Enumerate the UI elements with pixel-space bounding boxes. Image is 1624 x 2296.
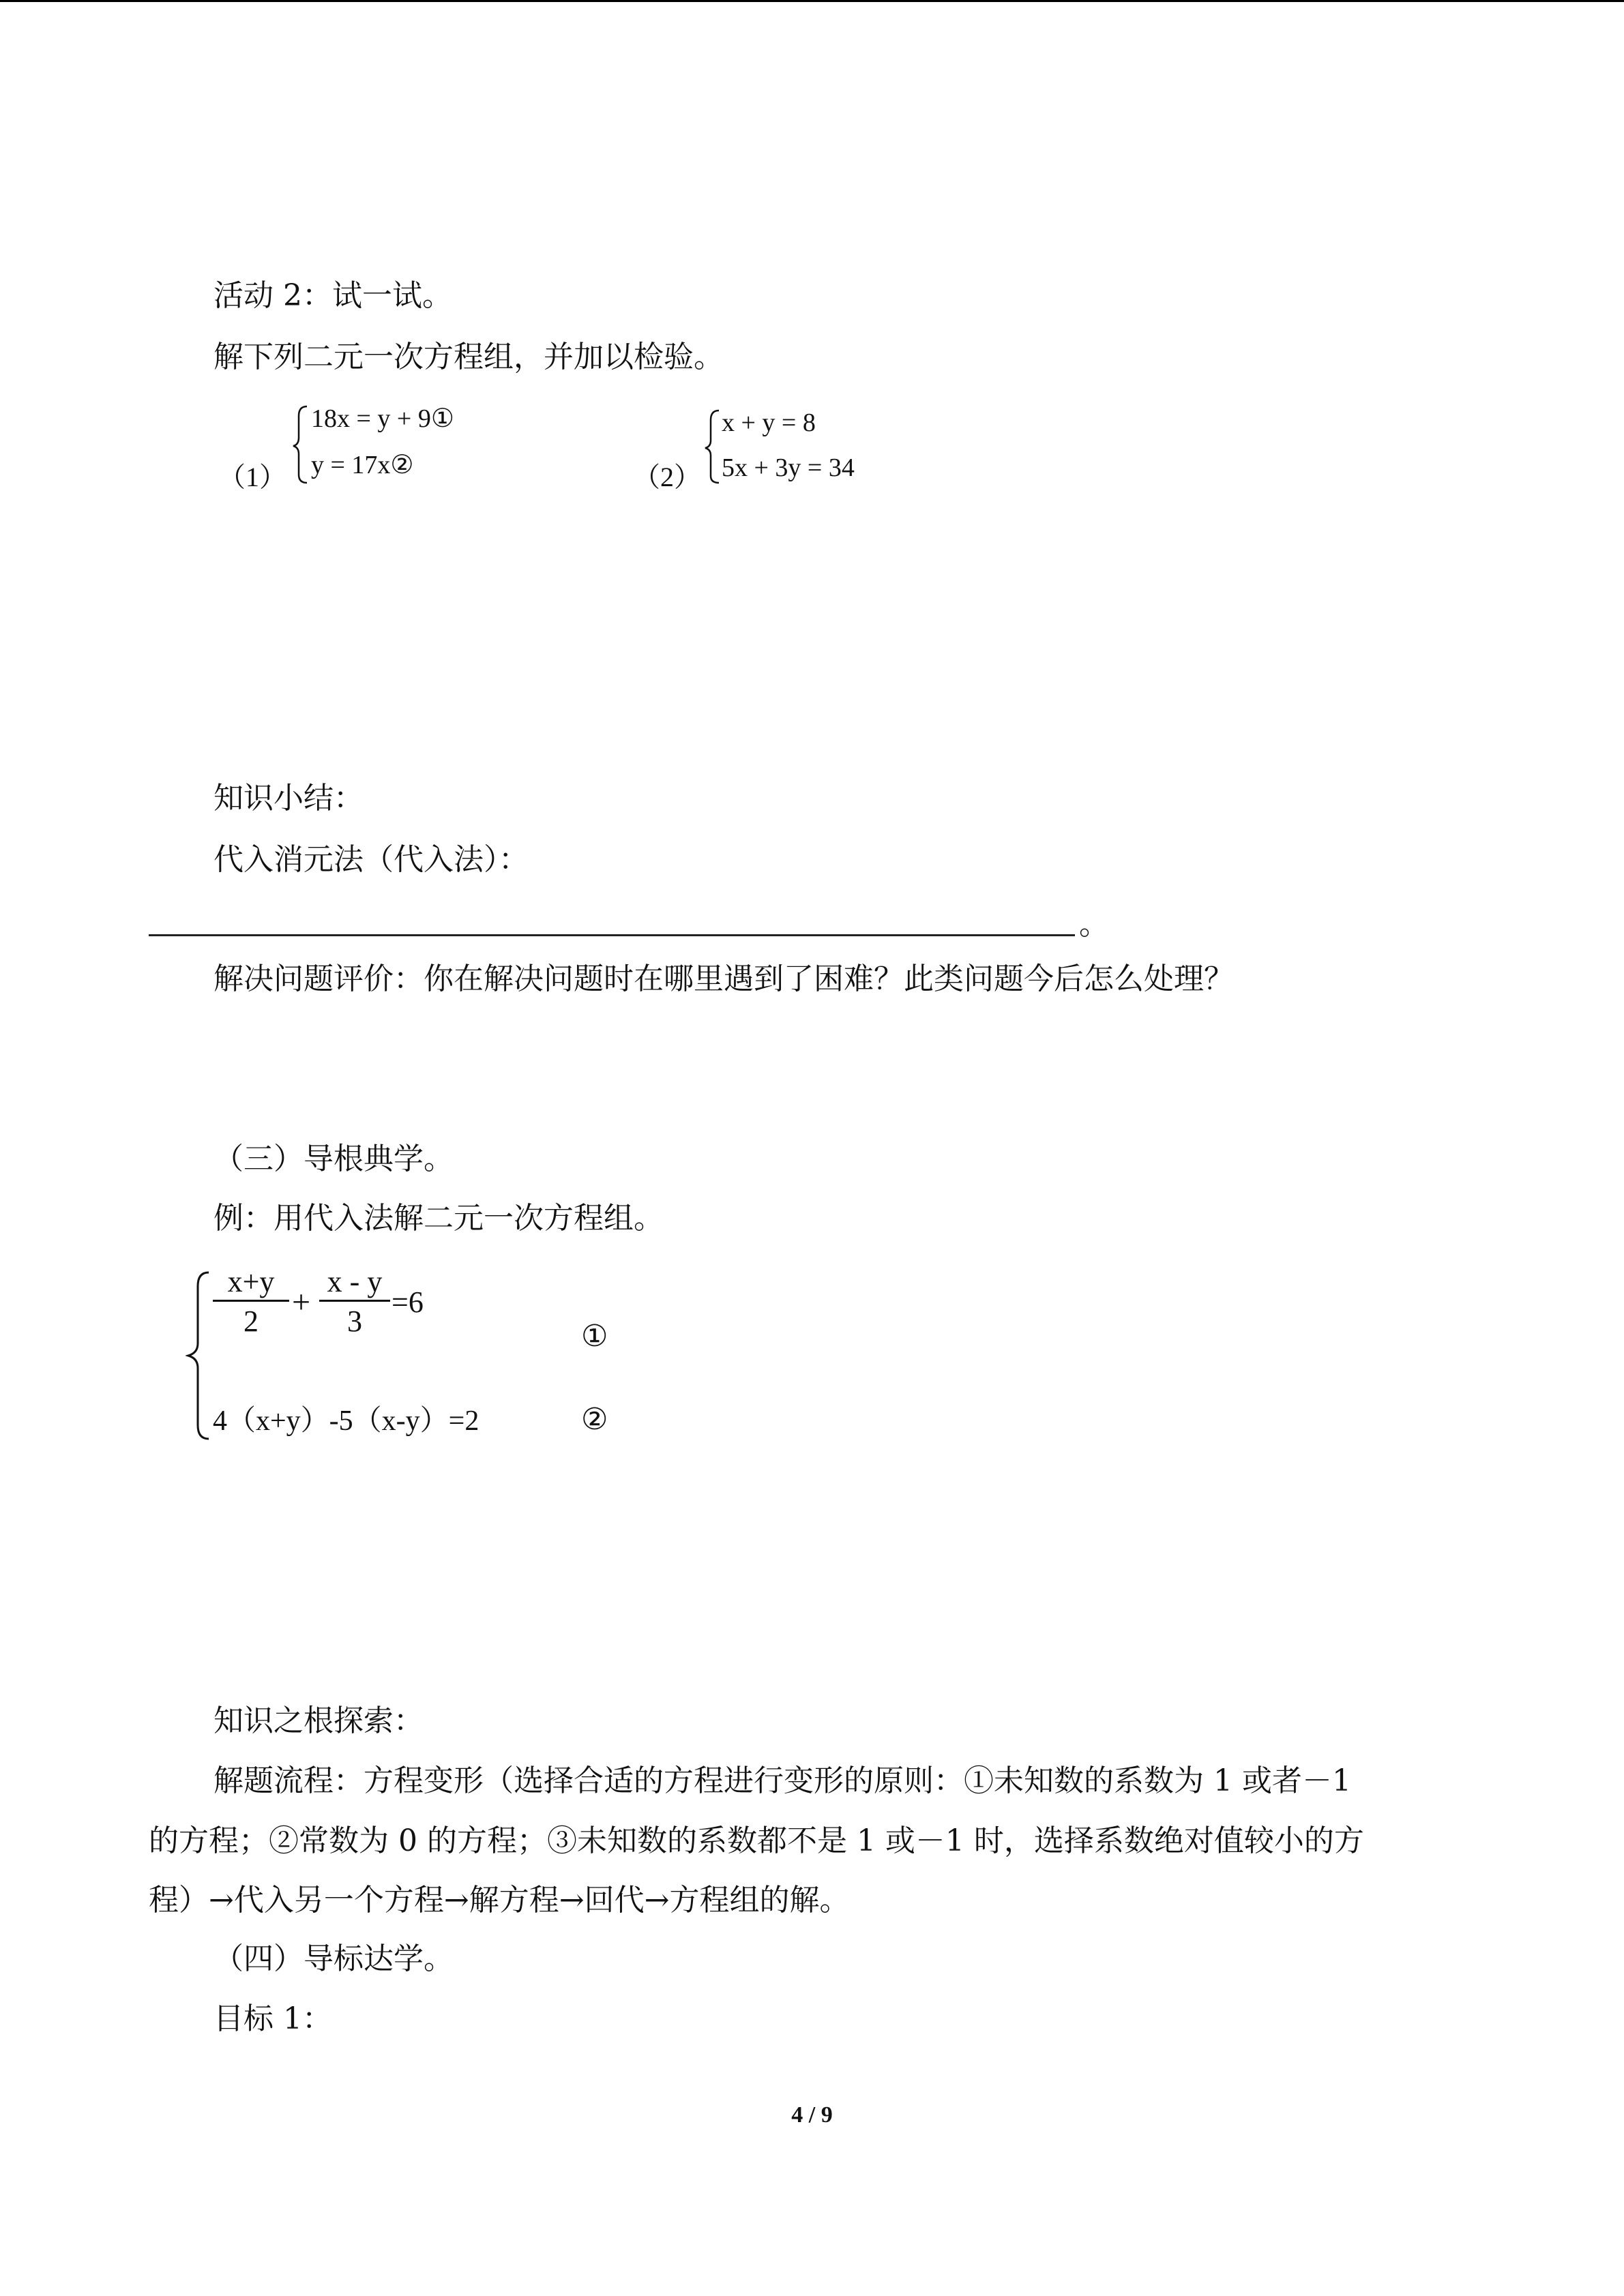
fraction-x-plus-y-over-2 <box>213 1264 289 1341</box>
example-equation-2: 4（x+y）-5（x-y）=2 <box>213 1405 479 1437</box>
equation-2-marker: ② <box>581 1403 608 1436</box>
activity-instruction: 解下列二元一次方程组，并加以检验。 <box>213 340 724 374</box>
activity-title: 活动 2：试一试。 <box>213 278 452 313</box>
summary-title: 知识小结： <box>213 781 364 816</box>
page-number: 4 / 9 <box>791 2102 833 2128</box>
problem-1-label: （1） <box>218 462 286 492</box>
problem-2-equation-1: x + y = 8 <box>722 408 816 437</box>
problem-1-equation-2: y = 17x② <box>311 451 414 479</box>
solution-process-line-1: 解题流程：方程变形（选择合适的方程进行变形的原则：①未知数的系数为 1 或者－1 <box>213 1763 1351 1798</box>
problem-2-brace <box>704 408 722 486</box>
problem-1-equation-1: 18x = y + 9① <box>311 404 454 433</box>
plus-sign: + <box>292 1284 311 1320</box>
problem-2-equation-2: 5x + 3y = 34 <box>722 453 855 482</box>
solution-process-line-3: 程）→代入另一个方程→解方程→回代→方程组的解。 <box>149 1883 850 1918</box>
fraction-1-denominator: 2 <box>243 1304 259 1338</box>
page-top-border <box>0 0 1624 2</box>
example-system-brace <box>186 1270 213 1442</box>
problem-evaluation: 解决问题评价：你在解决问题时在哪里遇到了困难？此类问题今后怎么处理？ <box>213 961 1234 996</box>
exploration-title: 知识之根探索： <box>213 1703 424 1738</box>
fraction-2-denominator: 3 <box>347 1304 362 1338</box>
example-statement: 例：用代入法解二元一次方程组。 <box>213 1201 664 1236</box>
equation-1-marker: ① <box>581 1320 608 1353</box>
goal-1-label: 目标 1： <box>213 2001 332 2036</box>
example-equation-1-rhs: =6 <box>392 1285 424 1319</box>
problem-1-brace <box>292 404 310 486</box>
fraction-1-numerator: x+y <box>213 1264 289 1302</box>
answer-blank-line <box>149 934 1075 936</box>
solution-process-line-2: 的方程；②常数为 0 的方程；③未知数的系数都不是 1 或－1 时，选择系数绝对值较小的方 <box>149 1823 1364 1858</box>
problem-2-label: （2） <box>633 462 701 492</box>
answer-blank-period: 。 <box>1079 907 1109 942</box>
section-3-title: （三）导根典学。 <box>213 1142 454 1176</box>
substitution-method-label: 代入消元法（代入法）： <box>213 842 529 877</box>
fraction-x-minus-y-over-3 <box>319 1264 390 1341</box>
fraction-2-numerator: x - y <box>319 1264 390 1302</box>
section-4-title: （四）导标达学。 <box>213 1941 454 1976</box>
